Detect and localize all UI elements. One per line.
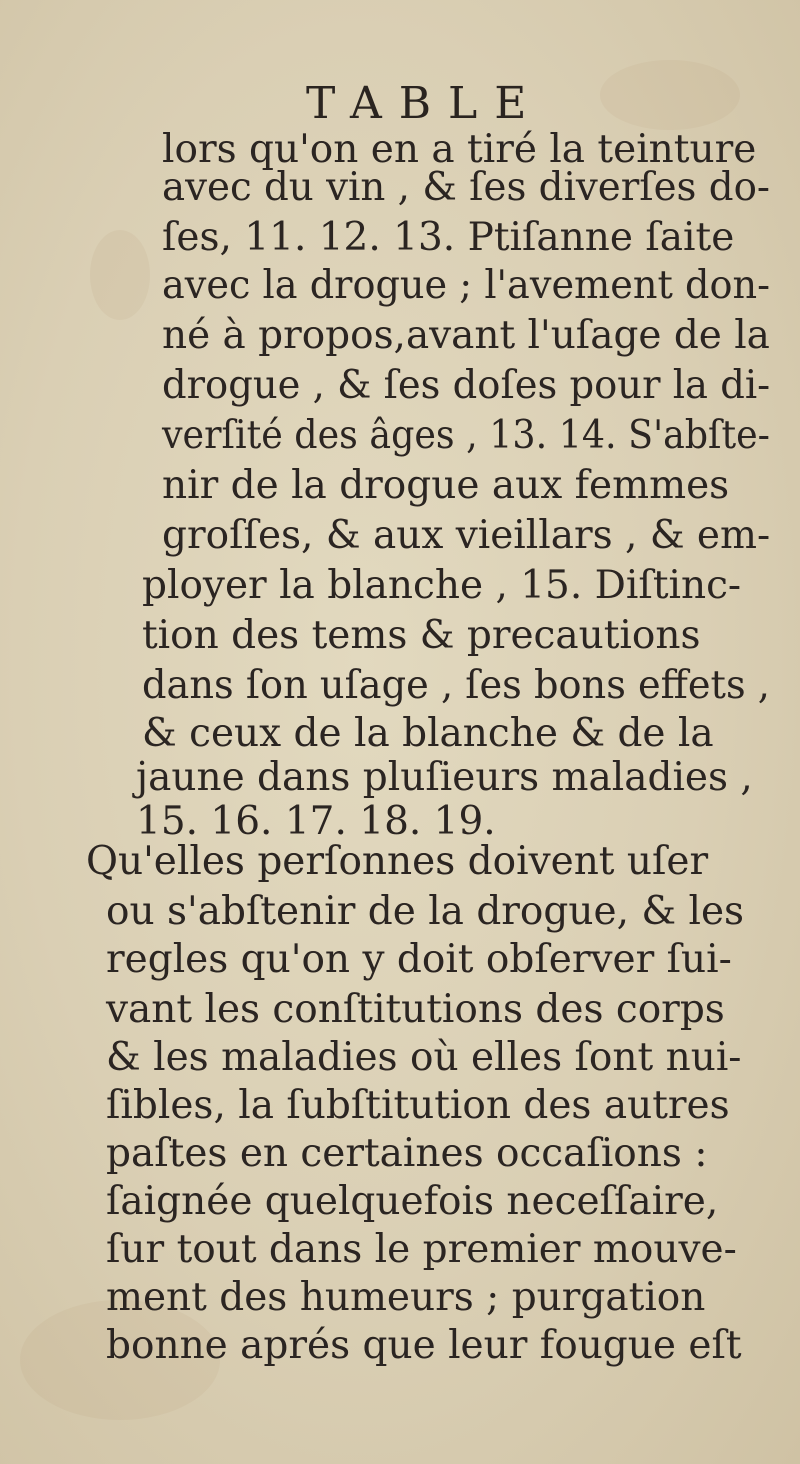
text-line: & ceux de la blanche & de la (142, 711, 714, 756)
text-line: ou s'abſtenir de la drogue, & les (106, 889, 745, 934)
text-line: vant les conſtitutions des corps (106, 987, 725, 1032)
text-line: ſes, 11. 12. 13. Ptiſanne ſaite (162, 215, 735, 260)
text-line: ſibles, la ſubſtitution des autres (106, 1083, 730, 1128)
text-line: ment des humeurs ; purgation (106, 1275, 706, 1320)
text-line: regles qu'on y doit obſerver ſui- (106, 937, 732, 982)
text-line: verſité des âges , 13. 14. S'abſte- (162, 413, 770, 458)
text-line: ployer la blanche , 15. Diſtinc- (142, 563, 742, 608)
text-line: ſur tout dans le premier mouve- (106, 1227, 737, 1272)
text-line: avec la drogue ; l'avement don- (162, 263, 771, 308)
text-line: nir de la drogue aux femmes (162, 463, 730, 508)
text-line: lors qu'on en a tiré la teinture (162, 127, 757, 172)
paper-stain (90, 230, 150, 320)
text-line: avec du vin , & ſes diverſes do- (162, 165, 771, 210)
text-line: dans ſon uſage , ſes bons effets , (142, 663, 770, 708)
text-line: & les maladies où elles ſont nui- (106, 1035, 742, 1080)
text-line: groſſes, & aux vieillars , & em- (162, 513, 771, 558)
text-line: paſtes en certaines occaſions : (106, 1131, 708, 1176)
running-head: TABLE (306, 78, 544, 129)
text-line: 15. 16. 17. 18. 19. (136, 799, 496, 844)
text-line: Qu'elles perſonnes doivent uſer (86, 839, 709, 884)
paper-stain (600, 60, 740, 130)
text-line: tion des tems & precautions (142, 613, 701, 658)
text-line: ſaignée quelquefois neceſſaire, (106, 1179, 719, 1224)
text-line: drogue , & ſes doſes pour la di- (162, 363, 771, 408)
text-line: bonne aprés que leur fougue eſt (106, 1323, 742, 1368)
text-line: né à propos,avant l'uſage de la (162, 313, 770, 358)
text-line: jaune dans pluſieurs maladies , (136, 755, 753, 800)
